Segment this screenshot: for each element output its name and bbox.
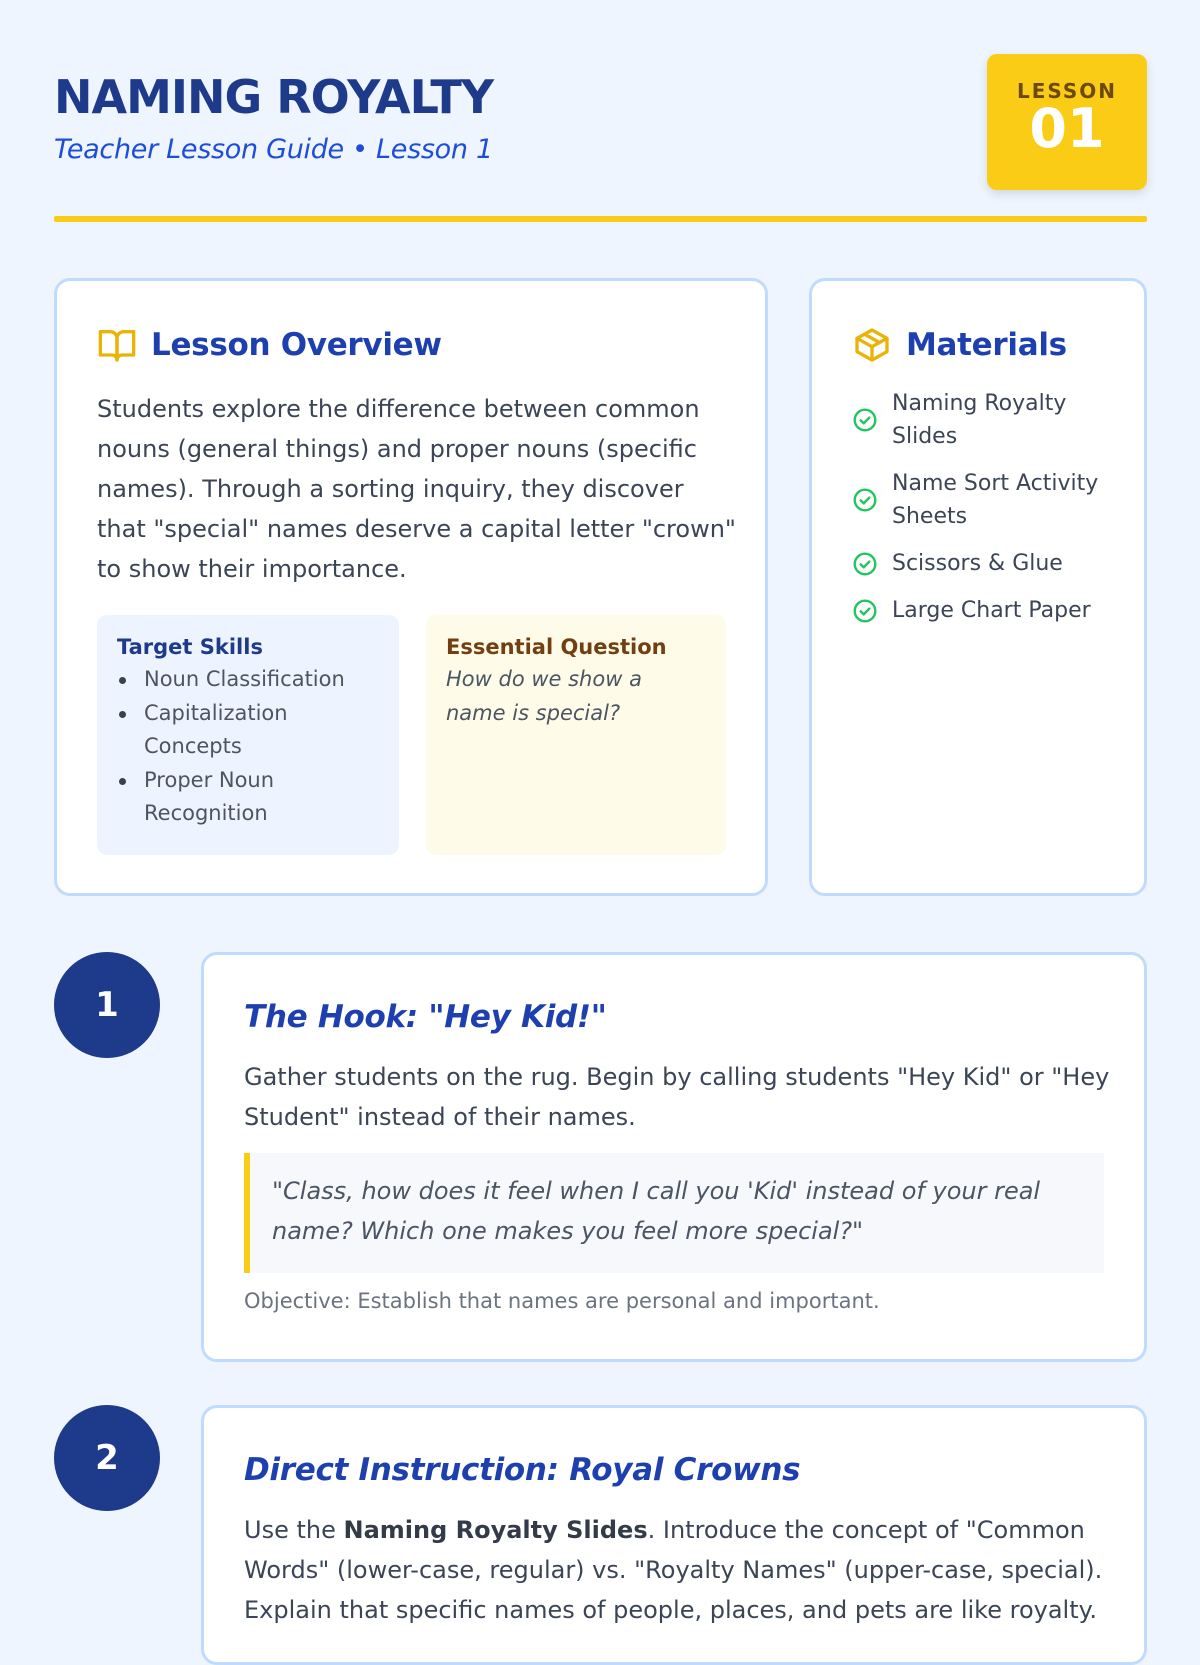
material-label: Naming Royalty Slides [892,391,1067,449]
list-item [852,594,1122,627]
check-circle-icon [852,598,878,624]
materials-card [809,278,1147,896]
step-card [201,952,1147,1362]
step-title: The Hook: "Hey Kid!" [244,999,607,1035]
lesson-guide-page [54,0,1147,1624]
lesson-badge [987,54,1147,190]
step-text-part: . Introduce the concept of "Common Words" (lower-case, regular) vs. "Royalty Names" (upper-case, special). [244,1516,1103,1584]
lesson-overview-card [54,278,768,896]
step-number-badge: 2 [54,1405,160,1511]
step-number-badge: 1 [54,952,160,1058]
check-circle-icon [852,551,878,577]
page-title: NAMING ROYALTY [54,70,494,124]
essential-question-heading: Essential Question [446,635,667,659]
check-circle-icon [852,487,878,513]
step-text [244,1510,1110,1630]
essential-question-text: How do we show a name is special? [446,667,642,725]
materials-list [852,387,1122,641]
step-objective: Objective: Establish that names are personal and important. [244,1289,880,1313]
step-text-part: Use the [244,1516,344,1544]
book-open-icon [97,325,137,365]
header-divider [54,216,1147,222]
page-subtitle: Teacher Lesson Guide • Lesson 1 [54,134,493,165]
page-header [54,54,1147,224]
teacher-quote: "Class, how does it feel when I call you 'Kid' instead of your real name? Which one makes you feel more special?" [244,1153,1104,1273]
package-icon [852,325,892,365]
lesson-overview-heading: Lesson Overview [151,327,442,363]
lesson-badge-label: LESSON [1016,79,1118,103]
list-item: Proper Noun Recognition [117,764,379,831]
step-title: Direct Instruction: Royal Crowns [244,1452,801,1488]
materials-heading: Materials [906,327,1067,363]
check-circle-icon [852,407,878,433]
step-card [201,1405,1147,1665]
material-label: Large Chart Paper [892,598,1091,623]
material-label: Scissors & Glue [892,551,1063,576]
list-item [852,387,1122,453]
materials-header [852,325,1067,365]
list-item: Noun Classification [117,663,379,697]
target-skills-list [117,663,379,831]
lesson-overview-text: Students explore the difference between common nouns (general things) and proper nouns (specific names). Through a sorting inquiry, they discover that "special" names deserve a capital letter "crown" to show their importance. [97,395,736,583]
step-text-bold: Naming Royalty Slides [343,1516,648,1544]
essential-question-box [426,615,726,855]
list-item [852,467,1122,533]
lesson-badge-number: 01 [1029,97,1105,160]
target-skills-box [97,615,399,855]
list-item: Capitalization Concepts [117,697,379,764]
target-skills-heading: Target Skills [117,635,263,659]
list-item [852,547,1122,580]
lesson-overview-header [97,325,442,365]
step-text-part: Explain that specific names of people, places, and pets are like royalty. [244,1596,1098,1624]
material-label: Name Sort Activity Sheets [892,471,1099,529]
step-text: Gather students on the rug. Begin by calling students "Hey Kid" or "Hey Student" instead of their names. [244,1063,1110,1131]
